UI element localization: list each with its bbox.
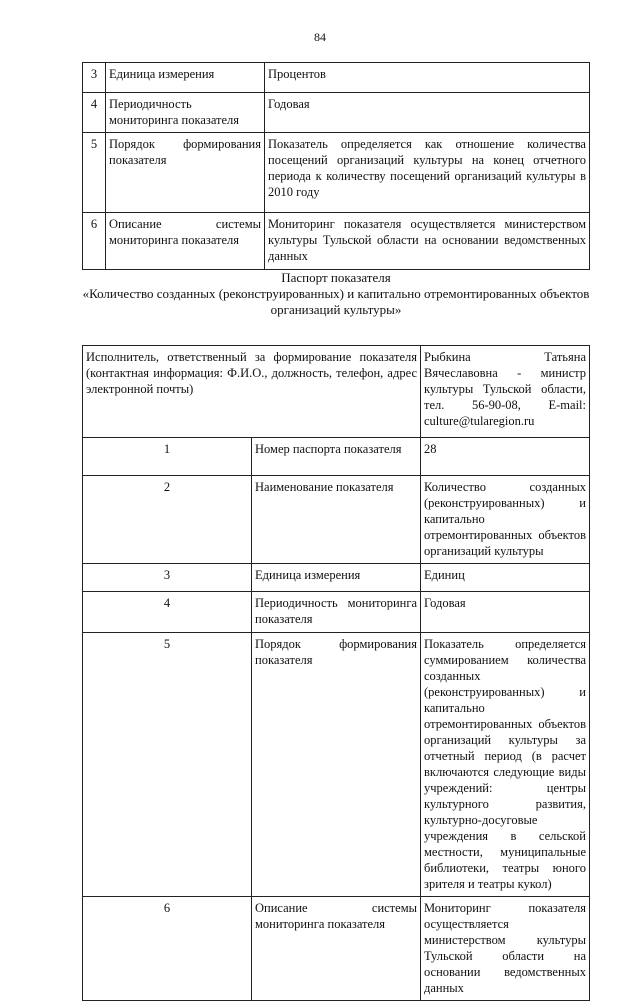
row-number: 6 (83, 213, 106, 270)
row-value: Количество созданных (реконструированных) и капитально отремонтированных объектов организаций культуры (421, 476, 590, 564)
passport-subtitle: «Количество созданных (реконструированных) и капитально отремонтированных объектов организаций культуры» (82, 286, 590, 317)
row-value: Процентов (265, 63, 590, 93)
table-row (83, 897, 590, 1001)
row-label: Порядок формирования показателя (252, 633, 421, 897)
indicator-passport-table (82, 345, 590, 1001)
row-value: 28 (421, 438, 590, 476)
row-number: 2 (83, 476, 252, 564)
row-label: Наименование показателя (252, 476, 421, 564)
row-value: Годовая (265, 93, 590, 133)
page-number: 84 (314, 30, 326, 44)
row-number: 5 (83, 633, 252, 897)
row-label: Порядок формирования показателя (106, 133, 265, 213)
row-value: Единиц (421, 564, 590, 592)
executor-value: Рыбкина Татьяна Вячеславовна - министр культуры Тульской области, тел. 56-90-08, E-mail: culture@tularegion.ru (421, 346, 590, 438)
table-row (83, 633, 590, 897)
table-row (83, 63, 590, 93)
row-number: 5 (83, 133, 106, 213)
row-number: 3 (83, 63, 106, 93)
passport-heading: Паспорт показателя (281, 270, 391, 285)
row-label: Номер паспорта показателя (252, 438, 421, 476)
row-label: Периодичность мониторинга показателя (106, 93, 265, 133)
executor-label: Исполнитель, ответственный за формирование показателя (контактная информация: Ф.И.О., должность, телефон, адрес электронной почты) (83, 346, 421, 438)
row-label: Описание системы мониторинга показателя (106, 213, 265, 270)
table-row (83, 564, 590, 592)
row-label: Единица измерения (252, 564, 421, 592)
table-row (83, 438, 590, 476)
row-value: Мониторинг показателя осуществляется министерством культуры Тульской области на основании ведомственных данных (265, 213, 590, 270)
row-number: 3 (83, 564, 252, 592)
table-row (83, 133, 590, 213)
row-label: Описание системы мониторинга показателя (252, 897, 421, 1001)
indicator-table-continued (82, 62, 590, 270)
table-row (83, 592, 590, 633)
row-value: Годовая (421, 592, 590, 633)
row-number: 1 (83, 438, 252, 476)
row-value: Мониторинг показателя осуществляется министерством культуры Тульской области на основании ведомственных данных (421, 897, 590, 1001)
row-value: Показатель определяется суммированием количества созданных (реконструированных) и капитально отремонтированных объектов организаций культуры за отчетный период (в расчет включаются следующие виды учреждений: центры культурного развития, культурно-досуговые учреждения в сельской местности, муниципальные библиотеки, театры юного зрителя и театры кукол) (421, 633, 590, 897)
table-row (83, 476, 590, 564)
row-number: 6 (83, 897, 252, 1001)
row-label: Периодичность мониторинга показателя (252, 592, 421, 633)
row-number: 4 (83, 93, 106, 133)
table-row (83, 346, 590, 438)
table-row (83, 93, 590, 133)
passport-title (82, 270, 590, 318)
row-number: 4 (83, 592, 252, 633)
row-label: Единица измерения (106, 63, 265, 93)
table-row (83, 213, 590, 270)
row-value: Показатель определяется как отношение количества посещений организаций культуры на конец отчетного периода к количеству посещений организаций культуры в 2010 году (265, 133, 590, 213)
